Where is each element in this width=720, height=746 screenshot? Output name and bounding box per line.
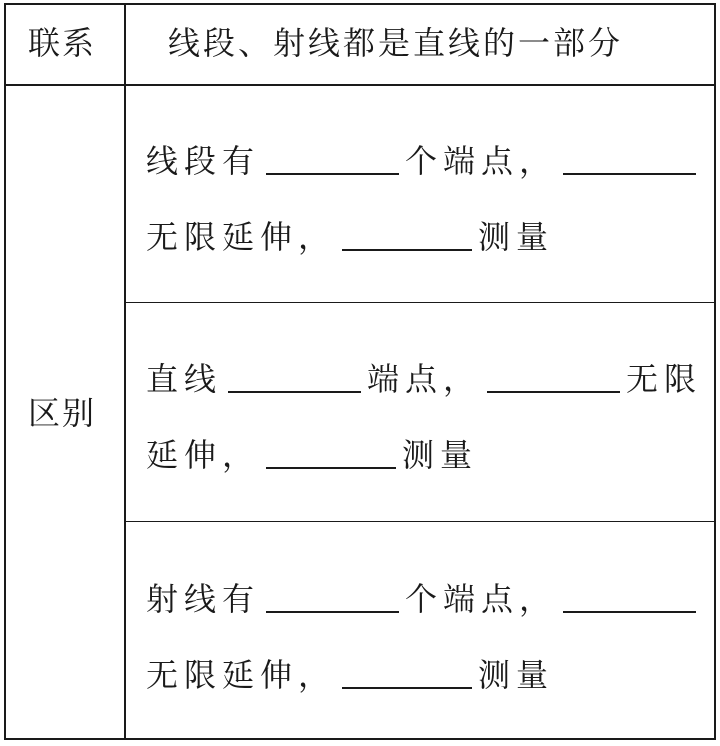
comparison-table: [4, 3, 716, 740]
ray-line2-suffix: 测量: [478, 656, 555, 694]
ray-line-1: [146, 580, 702, 618]
ray-prefix: 射线有: [146, 580, 261, 618]
line-line-2: [146, 436, 702, 474]
blank-ray-endpoints[interactable]: [266, 611, 399, 613]
line-mid: 端点，: [366, 360, 481, 398]
line-line-1: [146, 360, 702, 398]
line-line2-suffix: 测量: [402, 436, 479, 474]
segment-prefix: 线段有: [146, 142, 261, 180]
segment-line-1: [146, 142, 702, 180]
ray-mid: 个端点，: [405, 580, 558, 618]
segment-line-2: [146, 218, 702, 256]
line-suffix: 无限: [625, 360, 702, 398]
segment-line2-suffix: 测量: [478, 218, 555, 256]
blank-ray-measure[interactable]: [342, 687, 472, 689]
blank-segment-measure[interactable]: [342, 249, 472, 251]
blank-line-measure[interactable]: [266, 467, 396, 469]
row-divider-2: [124, 521, 714, 522]
column-divider: [124, 5, 126, 738]
blank-line-endpoints[interactable]: [228, 391, 361, 393]
blank-segment-extend[interactable]: [563, 173, 696, 175]
side-label-difference: 区别: [28, 394, 97, 432]
blank-line-extend[interactable]: [487, 391, 620, 393]
line-prefix: 直线: [146, 360, 223, 398]
header-divider: [6, 84, 714, 86]
row-divider-1: [124, 302, 714, 303]
line-line2-prefix: 延伸，: [146, 436, 261, 474]
ray-line2-prefix: 无限延伸，: [146, 656, 337, 694]
header-label-connection: 联系: [28, 24, 97, 62]
blank-ray-extend[interactable]: [563, 611, 696, 613]
blank-segment-endpoints[interactable]: [266, 173, 399, 175]
segment-line2-prefix: 无限延伸，: [146, 218, 337, 256]
header-connection-text: 线段、射线都是直线的一部分: [168, 24, 624, 62]
segment-mid: 个端点，: [405, 142, 558, 180]
ray-line-2: [146, 656, 702, 694]
